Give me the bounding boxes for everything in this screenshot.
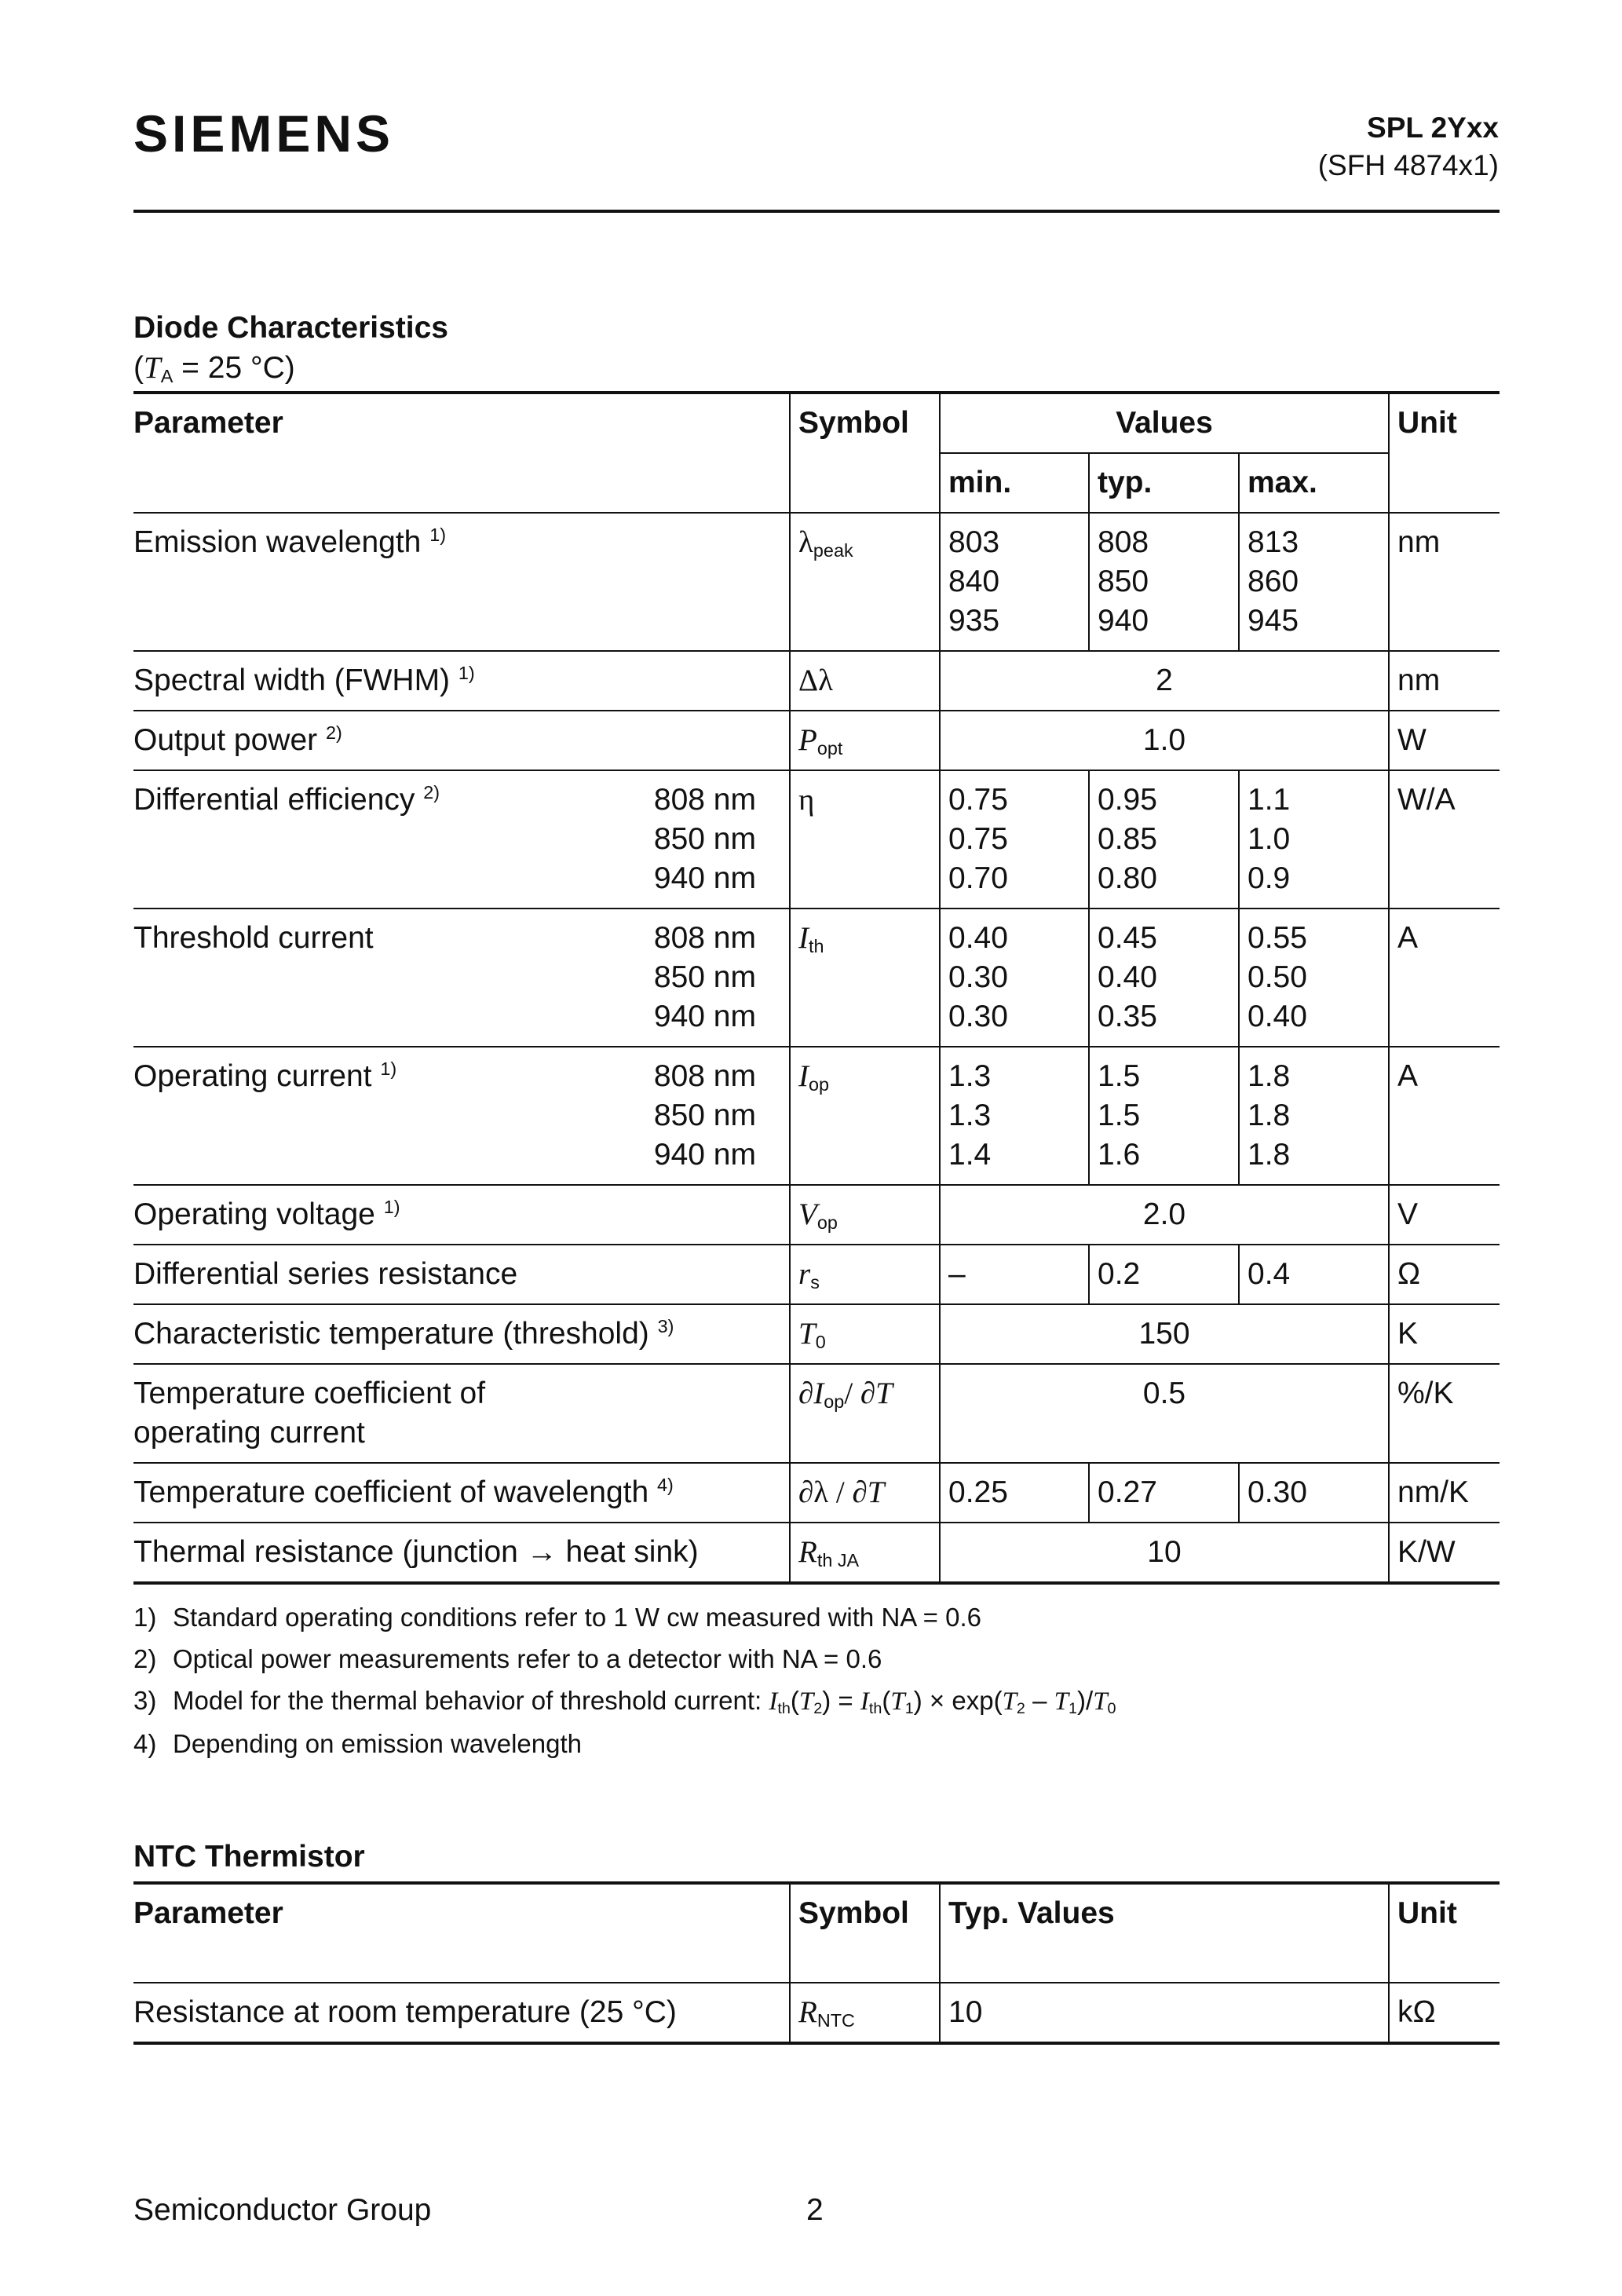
param-cell: Temperature coefficient of operating current <box>133 1364 790 1463</box>
table-row <box>133 1364 1500 1463</box>
diode-characteristics-table <box>133 391 1500 1585</box>
unit-cell: A <box>1389 909 1500 1047</box>
footnote: 2) Optical power measurements refer to a detector with NA = 0.6 <box>133 1644 882 1673</box>
param-cell: Output power $^{2)}$ <box>133 711 790 770</box>
min-cell: 0.25 <box>940 1463 1089 1523</box>
col-header-unit: Unit <box>1389 393 1500 513</box>
table-row <box>133 651 1500 711</box>
unit-cell: nm <box>1389 651 1500 711</box>
symbol-cell: ∂λ / ∂T <box>790 1463 940 1523</box>
symbol-cell: Δλ <box>790 651 940 711</box>
col-header-max: max. <box>1239 453 1389 513</box>
col-header-typ-values: Typ. Values <box>940 1883 1389 1983</box>
table-row <box>133 711 1500 770</box>
min-cell: 1.3 1.3 1.4 <box>940 1047 1089 1185</box>
unit-cell: nm/K <box>1389 1463 1500 1523</box>
table-row <box>133 1185 1500 1245</box>
param-cell: Operating current $^{1)}$ 808 nm 850 nm 940 nm <box>133 1047 790 1185</box>
footnote: 3) Model for the thermal behavior of threshold current: $I_{th}(T_2) = I_{th}(T_1) \times \exp(T_2 - T_1)/T_0$ <box>133 1686 1116 1717</box>
symbol-cell: $\partial I_{op}/$ ∂T <box>790 1364 940 1463</box>
param-cell: Spectral width (FWHM) $^{1)}$ <box>133 651 790 711</box>
ntc-thermistor-table <box>133 1881 1500 2045</box>
min-cell: 0.40 0.30 0.30 <box>940 909 1089 1047</box>
header-rule <box>133 210 1500 213</box>
table-row <box>133 909 1500 1047</box>
symbol-cell: $\lambda_{peak}$ <box>790 513 940 651</box>
col-header-typ: typ. <box>1089 453 1239 513</box>
col-header-parameter: Parameter <box>133 393 790 513</box>
table-row <box>133 513 1500 651</box>
col-header-symbol: Symbol <box>790 1883 940 1983</box>
unit-cell: V <box>1389 1185 1500 1245</box>
table-row <box>133 1523 1500 1583</box>
col-header-symbol: Symbol <box>790 393 940 513</box>
unit-cell: W/A <box>1389 770 1500 909</box>
table-row <box>133 1304 1500 1364</box>
symbol-cell: η <box>790 770 940 909</box>
param-cell: Threshold current 808 nm 850 nm 940 nm <box>133 909 790 1047</box>
max-cell: 813 860 945 <box>1239 513 1389 651</box>
value-cell: 1.0 <box>940 711 1389 770</box>
unit-cell: K <box>1389 1304 1500 1364</box>
siemens-logo: SIEMENS <box>133 104 395 163</box>
min-cell: 803 840 935 <box>940 513 1089 651</box>
unit-cell: %/K <box>1389 1364 1500 1463</box>
value-cell: 2 <box>940 651 1389 711</box>
min-cell: 0.75 0.75 0.70 <box>940 770 1089 909</box>
table-row <box>133 1047 1500 1185</box>
value-cell: 10 <box>940 1983 1389 2043</box>
value-cell: 150 <box>940 1304 1389 1364</box>
table-row <box>133 1463 1500 1523</box>
wavelength-list: 808 nm 850 nm 940 nm <box>653 1059 756 1172</box>
unit-cell: A <box>1389 1047 1500 1185</box>
value-cell: 2.0 <box>940 1185 1389 1245</box>
unit-cell: nm <box>1389 513 1500 651</box>
document-subcode: (SFH 4874x1) <box>1317 149 1499 181</box>
param-cell: Differential efficiency $^{2)}$ 808 nm 850 nm 940 nm <box>133 770 790 909</box>
symbol-cell: $R_{NTC}$ <box>790 1983 940 2043</box>
typ-cell: 1.5 1.5 1.6 <box>1089 1047 1239 1185</box>
typ-cell: 808 850 940 <box>1089 513 1239 651</box>
col-header-values: Values <box>940 393 1389 453</box>
max-cell: 0.55 0.50 0.40 <box>1239 909 1389 1047</box>
table-row <box>133 1245 1500 1304</box>
value-cell: 0.5 <box>940 1364 1389 1463</box>
diode-section-title: Diode Characteristics <box>133 311 448 345</box>
param-cell: Emission wavelength $^{1)}$ <box>133 513 790 651</box>
param-cell: Thermal resistance (junction → heat sink) <box>133 1523 790 1583</box>
max-cell: 1.1 1.0 0.9 <box>1239 770 1389 909</box>
footnote: 4) Depending on emission wavelength <box>133 1729 583 1758</box>
max-cell: 0.30 <box>1239 1463 1389 1523</box>
ntc-section-title: NTC Thermistor <box>133 1840 365 1874</box>
col-header-unit: Unit <box>1389 1883 1500 1983</box>
unit-cell: Ω <box>1389 1245 1500 1304</box>
param-cell: Differential series resistance <box>133 1245 790 1304</box>
typ-cell: 0.95 0.85 0.80 <box>1089 770 1239 909</box>
typ-cell: 0.45 0.40 0.35 <box>1089 909 1239 1047</box>
symbol-cell: $T_0$ <box>790 1304 940 1364</box>
param-cell: Resistance at room temperature (25 °C) <box>133 1983 790 2043</box>
symbol-cell: $V_{op}$ <box>790 1185 940 1245</box>
page-number: 2 <box>806 2193 824 2227</box>
max-cell: 1.8 1.8 1.8 <box>1239 1047 1389 1185</box>
min-cell: – <box>940 1245 1089 1304</box>
col-header-min: min. <box>940 453 1089 513</box>
unit-cell: kΩ <box>1389 1983 1500 2043</box>
diode-test-condition: ($T_A = 25$ °C) <box>133 351 295 386</box>
table-row <box>133 770 1500 909</box>
footer-group: Semiconductor Group <box>133 2193 432 2227</box>
max-cell: 0.4 <box>1239 1245 1389 1304</box>
wavelength-list: 808 nm 850 nm 940 nm <box>653 921 756 1033</box>
symbol-cell: $P_{opt}$ <box>790 711 940 770</box>
typ-cell: 0.27 <box>1089 1463 1239 1523</box>
typ-cell: 0.2 <box>1089 1245 1239 1304</box>
wavelength-list: 808 nm 850 nm 940 nm <box>653 783 756 895</box>
table-row <box>133 1983 1500 2043</box>
symbol-cell: $R_{th JA}$ <box>790 1523 940 1583</box>
value-cell: 10 <box>940 1523 1389 1583</box>
symbol-cell: $I_{op}$ <box>790 1047 940 1185</box>
threshold-formula: $I_{th}(T_2) = I_{th}(T_1) \times \exp(T_2 - T_1)/T_0$ <box>769 1686 1116 1717</box>
footnote: 1) Standard operating conditions refer to 1 W cw measured with NA = 0.6 <box>133 1603 981 1632</box>
param-cell: Operating voltage $^{1)}$ <box>133 1185 790 1245</box>
param-cell: Characteristic temperature (threshold) $^{3)}$ <box>133 1304 790 1364</box>
symbol-cell: $r_s$ <box>790 1245 940 1304</box>
footnotes <box>133 1596 1116 1764</box>
document-code: SPL 2Yxx <box>1367 112 1499 144</box>
unit-cell: W <box>1389 711 1500 770</box>
param-cell: Temperature coefficient of wavelength $^{4)}$ <box>133 1463 790 1523</box>
unit-cell: K/W <box>1389 1523 1500 1583</box>
symbol-cell: $I_{th}$ <box>790 909 940 1047</box>
col-header-parameter: Parameter <box>133 1883 790 1983</box>
